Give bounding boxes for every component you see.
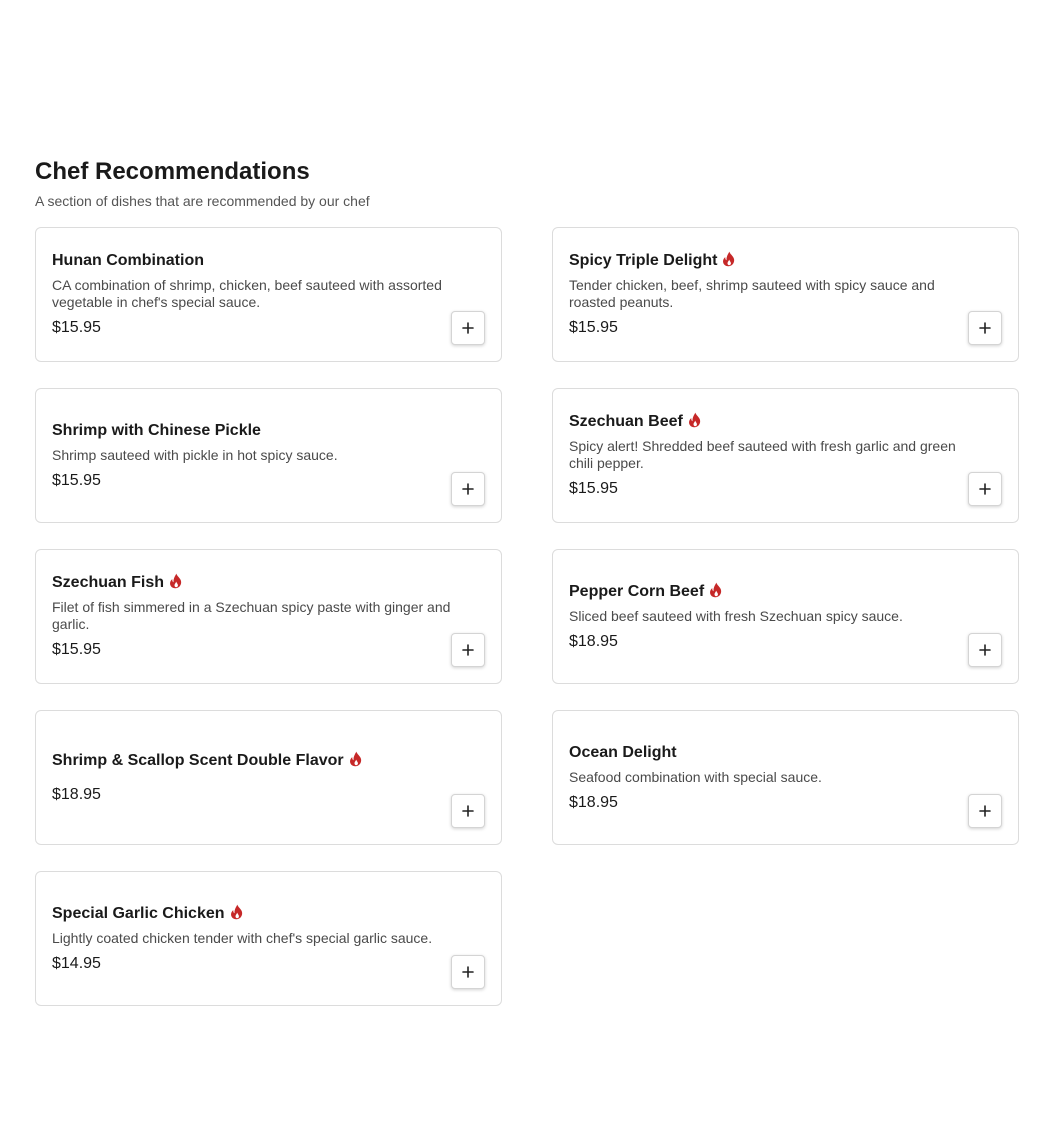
menu-item-price: $14.95 — [52, 954, 101, 972]
menu-item-title-row — [52, 903, 485, 925]
menu-item-card[interactable] — [552, 710, 1019, 845]
menu-item-card[interactable] — [35, 710, 502, 845]
menu-item-name: Szechuan Fish — [52, 574, 165, 591]
plus-icon — [462, 483, 474, 495]
menu-item-title-row — [569, 742, 1002, 764]
menu-item-name: Special Garlic Chicken — [52, 904, 225, 922]
menu-item-description: Spicy alert! Shredded beef sauteed with fresh garlic and green chili pepper. — [569, 438, 956, 471]
menu-item-content — [569, 228, 1002, 361]
add-to-cart-button[interactable] — [451, 633, 485, 667]
menu-item-description: CA combination of shrimp, chicken, beef sauteed with assorted vegetable in chef's special sauce. — [52, 277, 442, 310]
plus-icon — [462, 322, 474, 334]
menu-item-title-row — [52, 250, 485, 272]
menu-item-card[interactable] — [35, 549, 502, 684]
menu-item-name: Szechuan Beef — [569, 413, 683, 430]
menu-item-title-row — [52, 420, 485, 442]
menu-item-description: Tender chicken, beef, shrimp sauteed with spicy sauce and roasted peanuts. — [569, 277, 935, 310]
plus-icon — [462, 644, 474, 656]
plus-icon — [979, 322, 991, 334]
menu-item-price: $15.95 — [52, 641, 101, 658]
menu-item-content — [569, 550, 1002, 683]
menu-item-content — [52, 389, 485, 522]
menu-item-price: $18.95 — [569, 632, 618, 650]
menu-item-price: $15.95 — [52, 471, 101, 489]
plus-icon — [462, 805, 474, 817]
menu-item-name: Pepper Corn Beef — [569, 582, 705, 600]
plus-icon — [462, 966, 474, 978]
plus-icon — [979, 644, 991, 656]
menu-item-name: Spicy Triple Delight — [569, 252, 718, 269]
menu-item-title-row — [52, 750, 485, 772]
menu-item-card[interactable] — [552, 549, 1019, 684]
menu-item-price: $15.95 — [52, 319, 101, 336]
menu-item-price: $15.95 — [569, 480, 618, 497]
menu-item-name: Shrimp with Chinese Pickle — [52, 421, 261, 439]
add-to-cart-button[interactable] — [451, 794, 485, 828]
add-to-cart-button[interactable] — [451, 955, 485, 989]
chef-recommendations-section — [35, 157, 1021, 972]
menu-item-title-row — [52, 572, 485, 594]
add-to-cart-button[interactable] — [968, 311, 1002, 345]
plus-icon — [979, 483, 991, 495]
menu-item-content — [569, 389, 1002, 522]
add-to-cart-button[interactable] — [968, 633, 1002, 667]
flame-icon — [349, 751, 363, 767]
menu-item-card[interactable] — [35, 871, 502, 1006]
menu-item-name: Ocean Delight — [569, 743, 677, 761]
menu-item-card[interactable] — [552, 388, 1019, 523]
menu-item-content — [52, 711, 485, 844]
menu-item-description: Filet of fish simmered in a Szechuan spicy paste with ginger and garlic. — [52, 599, 451, 632]
menu-item-title-row — [569, 581, 1002, 603]
menu-item-content — [569, 711, 1002, 844]
add-to-cart-button[interactable] — [968, 794, 1002, 828]
flame-icon — [169, 573, 183, 589]
menu-item-content — [52, 550, 485, 683]
flame-icon — [709, 582, 723, 598]
menu-item-card[interactable] — [552, 227, 1019, 362]
menu-item-price: $15.95 — [569, 319, 618, 336]
menu-item-card[interactable] — [35, 388, 502, 523]
menu-item-name: Shrimp & Scallop Scent Double Flavor — [52, 751, 344, 769]
menu-item-price: $18.95 — [52, 785, 101, 803]
add-to-cart-button[interactable] — [968, 472, 1002, 506]
plus-icon — [979, 805, 991, 817]
flame-icon — [230, 904, 244, 920]
menu-item-card[interactable] — [35, 227, 502, 362]
add-to-cart-button[interactable] — [451, 311, 485, 345]
menu-item-description: Seafood combination with special sauce. — [569, 768, 822, 785]
menu-item-content — [52, 872, 485, 1005]
menu-item-title-row — [569, 250, 1002, 272]
add-to-cart-button[interactable] — [451, 472, 485, 506]
flame-icon — [722, 251, 736, 267]
menu-item-name: Hunan Combination — [52, 252, 204, 269]
menu-item-description: Sliced beef sauteed with fresh Szechuan spicy sauce. — [569, 607, 903, 624]
menu-item-title-row — [569, 411, 1002, 433]
menu-item-description: Lightly coated chicken tender with chef's special garlic sauce. — [52, 929, 433, 946]
menu-item-price: $18.95 — [569, 793, 618, 811]
section-subtitle: A section of dishes that are recommended by our chef — [35, 193, 370, 209]
flame-icon — [688, 412, 702, 428]
section-title: Chef Recommendations — [35, 158, 310, 185]
menu-item-content — [52, 228, 485, 361]
menu-item-description: Shrimp sauteed with pickle in hot spicy sauce. — [52, 446, 338, 463]
